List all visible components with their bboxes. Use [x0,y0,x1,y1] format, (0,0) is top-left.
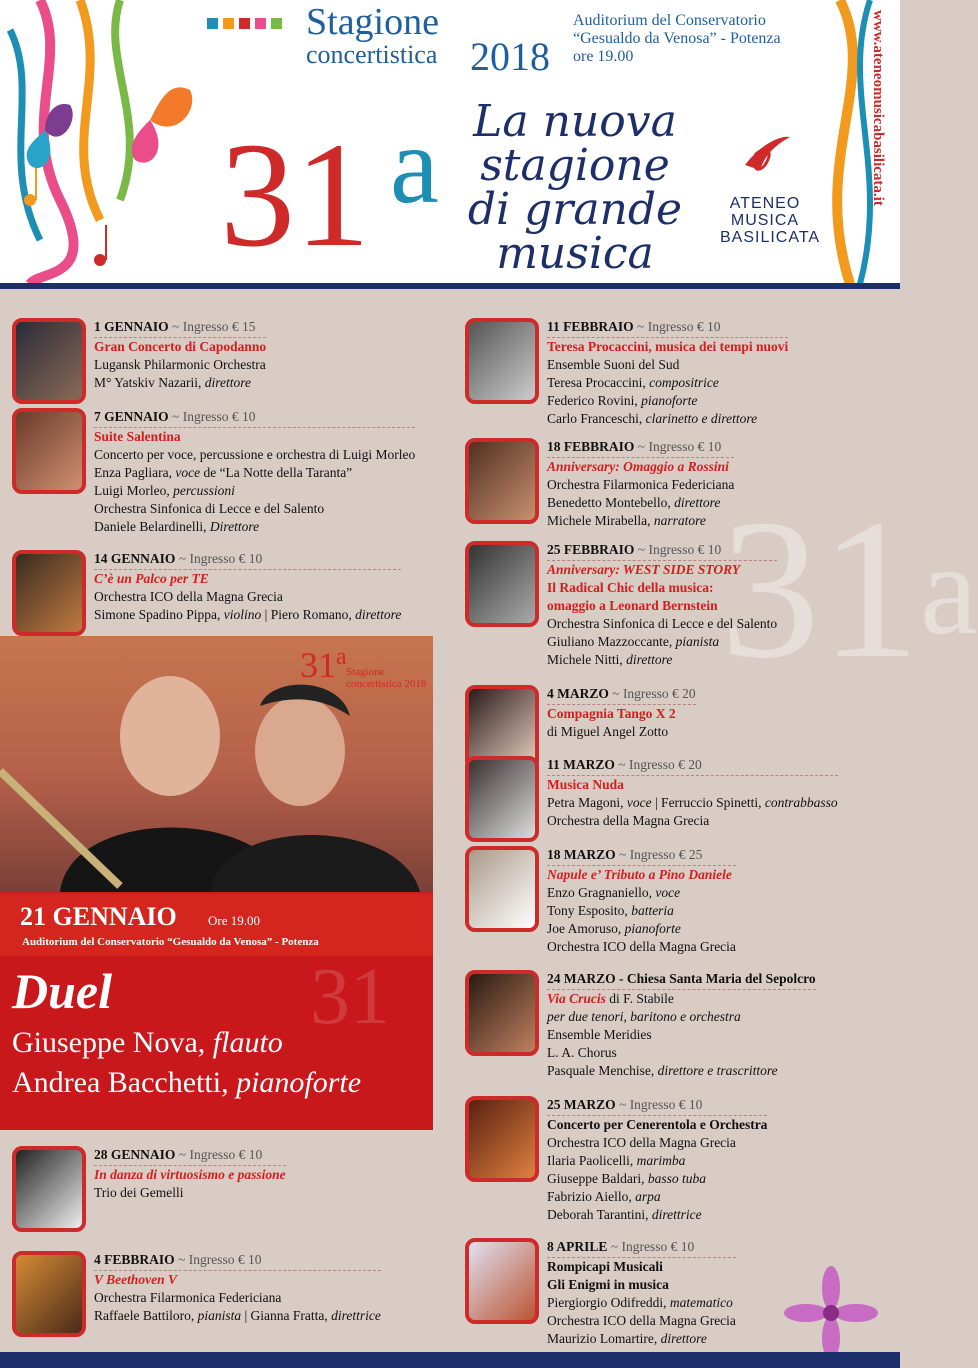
event-date-line [547,541,777,561]
color-squares [207,18,282,29]
event-date: 24 MARZO - Chiesa Santa Maria del Sepolcro [547,971,816,986]
event-detail-line: Teresa Procaccini, compositrice [547,375,719,390]
event-entry[interactable] [465,438,734,530]
event-price: Ingresso € 20 [622,686,696,701]
event-price: Ingresso € 10 [182,409,256,424]
event-title [547,705,696,723]
poster-venue: Auditorium del Conservatorio “Gesualdo da Venosa” - Potenza [22,936,319,948]
event-title-text: Anniversary: WEST SIDE STORY [547,562,741,577]
slogan-line: di grande [467,184,683,235]
venue-info [573,12,781,66]
org-name-line: ATENEO [729,195,801,212]
decorative-ribbons-left [0,0,210,284]
event-date-line [94,318,266,338]
event-text [547,846,736,956]
event-price: Ingresso € 10 [648,439,722,454]
venue-line: “Gesualdo da Venosa” - Potenza [573,30,781,47]
event-detail-line: Simone Spadino Pippa, violino | Piero Romano, direttore [94,607,402,622]
event-detail-line: Orchestra della Magna Grecia [547,813,710,828]
event-detail-line: Enza Pagliara, voce de “La Notte della Taranta” [94,465,353,480]
event-price: Ingresso € 20 [628,757,702,772]
poster-date-bar [0,894,433,956]
separator: ~ [614,757,629,772]
event-date-line [547,1096,767,1116]
event-date: 1 GENNAIO [94,319,169,334]
event-detail-line: Lugansk Philarmonic Orchestra [94,357,266,372]
event-date: 4 FEBBRAIO [94,1252,175,1267]
event-price: Ingresso € 10 [188,1252,262,1267]
poster-season-line: concertistica 2018 [346,678,427,690]
event-detail-line: di Miguel Angel Zotto [547,724,669,739]
event-detail-line: Maurizio Lomartire, direttore [547,1331,707,1346]
event-detail-line: Michele Mirabella, narratore [547,513,706,528]
event-title-text: Napule e’ Tributo a Pino Daniele [547,867,732,882]
event-date-line [547,846,736,866]
event-title [94,570,401,588]
event-date: 28 GENNAIO [94,1147,176,1162]
event-title [547,990,816,1008]
event-date: 14 GENNAIO [94,551,176,566]
event-date-line [94,550,401,570]
event-title-text: Rompicapi Musicali [547,1259,663,1274]
season-subtitle: concertistica [306,40,438,69]
event-text [547,1238,736,1348]
event-title-text: V Beethoven V [94,1272,178,1287]
event-detail-line: Ilaria Paolicelli, marimba [547,1153,686,1168]
event-title-text: Musica Nuda [547,777,624,792]
poster-edition-digits: 31 [300,645,336,685]
event-detail-line: Joe Amoruso, pianoforte [547,921,681,936]
edition-digits: 31 [220,112,370,278]
event-title-text: Anniversary: Omaggio a Rossini [547,459,729,474]
event-title [547,776,838,794]
performer-2 [12,1066,361,1100]
event-thumbnail [465,1096,539,1182]
event-detail-line: Orchestra Sinfonica di Lecce e del Salento [547,616,778,631]
separator: ~ [175,551,190,566]
event-detail-line: Pasquale Menchise, direttore e trascrittore [547,1063,778,1078]
header-banner [0,0,900,284]
event-subtitle: Gli Enigmi in musica [547,1277,669,1292]
event-title-text: Concerto per Cenerentola e Orchestra [547,1117,768,1132]
venue-line: Auditorium del Conservatorio [573,12,766,29]
event-detail-line: Piergiorgio Odifreddi, matematico [547,1295,733,1310]
poster-lower [0,953,433,1130]
event-detail-line: Tony Esposito, batteria [547,903,674,918]
poster-watermark: 31 [310,953,390,1041]
event-price: Ingresso € 10 [648,542,722,557]
event-detail-line: Raffaele Battiloro, pianista | Gianna Fratta, direttrice [94,1308,381,1323]
event-text [94,550,401,636]
separator: ~ [174,1252,189,1267]
event-title [547,1258,736,1276]
event-thumbnail [465,1238,539,1324]
event-text [547,756,838,842]
event-title [94,428,415,446]
event-title [547,561,777,579]
event-date: 4 MARZO [547,686,609,701]
event-title-text: In danza di virtuosismo e passione [94,1167,286,1182]
event-detail-line: M° Yatskiv Nazarii, direttore [94,375,252,390]
poster-season [346,666,426,690]
slogan-line: La nuova [473,96,677,147]
event-text [94,408,415,536]
poster-season-line: Stagione [346,666,385,678]
event-price: Ingresso € 10 [629,1097,703,1112]
event-detail-line: Giuliano Mazzoccante, pianista [547,634,720,649]
event-thumbnail [12,550,86,636]
event-title [547,1116,767,1134]
event-detail-line: L. A. Chorus [547,1045,617,1060]
event-title-text: Suite Salentina [94,429,181,444]
event-detail-line: Benedetto Montebello, direttore [547,495,721,510]
event-detail-line: Carlo Franceschi, clarinetto e direttore [547,411,758,426]
event-title [94,338,266,356]
event-text [94,1146,286,1232]
separator: ~ [633,319,648,334]
event-thumbnail [12,318,86,404]
poster-title: Duel [12,963,112,1019]
poster-edition [300,644,347,686]
performer-role: pianoforte [236,1066,362,1099]
separator: ~ [615,1097,630,1112]
event-detail-line: Luigi Morleo, percussioni [94,483,235,498]
event-entry[interactable] [465,318,788,428]
event-subtitle: Il Radical Chic della musica: [547,580,714,595]
event-text [94,318,266,404]
event-detail-line: Ensemble Meridies [547,1027,652,1042]
event-entry[interactable] [12,1146,286,1232]
org-name-line: MUSICA [730,212,800,229]
background-watermark: 31$^a$ [720,479,978,700]
event-date-line [547,438,734,458]
event-thumbnail [12,1251,86,1337]
separator: ~ [634,439,649,454]
event-price: Ingresso € 10 [647,319,721,334]
event-entry[interactable] [465,1238,736,1348]
event-detail-line: Concerto per voce, percussione e orchestra di Luigi Morleo [94,447,416,462]
event-date: 8 APRILE [547,1239,608,1254]
flower-decoration [786,1268,876,1358]
event-thumbnail [465,541,539,627]
event-thumbnail [465,970,539,1056]
separator: ~ [168,319,183,334]
header-divider [0,283,900,289]
event-detail-line: Enzo Gragnaniello, voce [547,885,681,900]
event-detail-line: Petra Magoni, voce | Ferruccio Spinetti, contrabbasso [547,795,838,810]
event-date: 25 FEBBRAIO [547,542,635,557]
performer-role: flauto [212,1026,283,1059]
poster-edition-sup: a [336,644,347,670]
event-date-line [94,1251,381,1271]
event-date: 18 MARZO [547,847,616,862]
event-detail-line: Orchestra ICO della Magna Grecia [547,1313,736,1328]
event-detail-line: Orchestra Filarmonica Federiciana [94,1290,282,1305]
slogan [440,96,710,279]
poster-date: 21 GENNAIO [20,902,177,931]
poster-time: Ore 19.00 [208,913,260,928]
footer-divider [0,1352,900,1368]
event-detail-line: Daniele Belardinelli, Direttore [94,519,260,534]
edition-sup: a [390,104,439,226]
event-text [547,318,788,428]
featured-concert-poster [0,636,433,1130]
event-detail-line: per due tenori, baritono e orchestra [547,1009,741,1024]
event-detail-line: Orchestra ICO della Magna Grecia [94,589,283,604]
event-title-suffix: di F. Stabile [605,991,674,1006]
event-title [94,1166,286,1184]
event-entry[interactable] [465,541,777,669]
event-title [94,1271,381,1289]
event-entry[interactable] [465,970,816,1080]
website-url[interactable]: www.ateneomusicabasilicata.it [870,10,886,206]
event-text [547,438,734,530]
season-year: 2018 [470,34,550,79]
event-date: 7 GENNAIO [94,409,169,424]
event-title [547,866,736,884]
event-detail-line: Deborah Tarantini, direttrice [547,1207,702,1222]
separator: ~ [615,847,630,862]
event-detail-line: Orchestra ICO della Magna Grecia [547,1135,736,1150]
event-date: 18 FEBBRAIO [547,439,635,454]
event-detail-line: Orchestra ICO della Magna Grecia [547,939,736,954]
event-entry[interactable] [12,408,415,536]
performer-name: Giuseppe Nova, [12,1026,213,1059]
event-title [547,458,734,476]
event-entry[interactable] [465,756,838,842]
event-detail-line: Giuseppe Baldari, basso tuba [547,1171,706,1186]
event-title-text: Via Crucis [547,991,606,1006]
event-detail-line: Federico Rovini, pianoforte [547,393,698,408]
event-thumbnail [12,1146,86,1232]
event-date-line [547,685,696,705]
event-detail-line: Trio dei Gemelli [94,1185,184,1200]
event-date: 11 MARZO [547,757,615,772]
event-text [547,541,777,669]
event-price: Ingresso € 15 [182,319,256,334]
separator: ~ [175,1147,190,1162]
event-date-line [547,970,816,990]
event-text [547,970,816,1080]
event-detail-line: Orchestra Sinfonica di Lecce e del Salento [94,501,325,516]
event-date: 25 MARZO [547,1097,616,1112]
venue-time: ore 19.00 [573,48,634,65]
event-date-line [94,408,415,428]
event-price: Ingresso € 10 [189,551,263,566]
event-thumbnail [465,756,539,842]
performer-name: Andrea Bacchetti, [12,1066,237,1099]
event-title [547,338,788,356]
event-thumbnail [12,408,86,494]
event-date-line [547,756,838,776]
separator: ~ [608,686,623,701]
event-title-text: Compagnia Tango X 2 [547,706,676,721]
edition-number [220,104,439,278]
event-price: Ingresso € 25 [629,847,703,862]
event-date: 11 FEBBRAIO [547,319,634,334]
separator: ~ [634,542,649,557]
event-text [547,1096,767,1224]
event-thumbnail [465,318,539,404]
event-entry[interactable] [12,550,401,636]
separator: ~ [168,409,183,424]
event-date-line [547,318,788,338]
event-entry[interactable] [12,1251,381,1337]
event-detail-line: Michele Nitti, direttore [547,652,673,667]
event-text [94,1251,381,1337]
org-logo [720,125,821,246]
separator: ~ [607,1239,622,1254]
event-date-line [94,1146,286,1166]
event-detail-line: Ensemble Suoni del Sud [547,357,680,372]
season-title: Stagione [306,1,439,43]
event-detail-line: Fabrizio Aiello, arpa [547,1189,661,1204]
slogan-line: musica [496,228,654,279]
slogan-line: stagione [480,140,670,191]
org-name-line: BASILICATA [720,229,821,246]
event-price: Ingresso € 10 [189,1147,263,1162]
event-entry[interactable] [465,846,736,956]
event-date-line [547,1238,736,1258]
event-title-text: C’è un Palco per TE [94,571,209,586]
performer-1 [12,1026,283,1060]
event-thumbnail [465,846,539,932]
event-thumbnail [465,438,539,524]
event-title-text: Teresa Procaccini, musica dei tempi nuovi [547,339,789,354]
event-detail-line: Orchestra Filarmonica Federiciana [547,477,735,492]
event-subtitle: omaggio a Leonard Bernstein [547,598,718,613]
event-entry[interactable] [465,1096,767,1224]
event-price: Ingresso € 10 [621,1239,695,1254]
treble-clef-icon [735,125,795,185]
event-title-text: Gran Concerto di Capodanno [94,339,267,354]
event-entry[interactable] [12,318,266,404]
